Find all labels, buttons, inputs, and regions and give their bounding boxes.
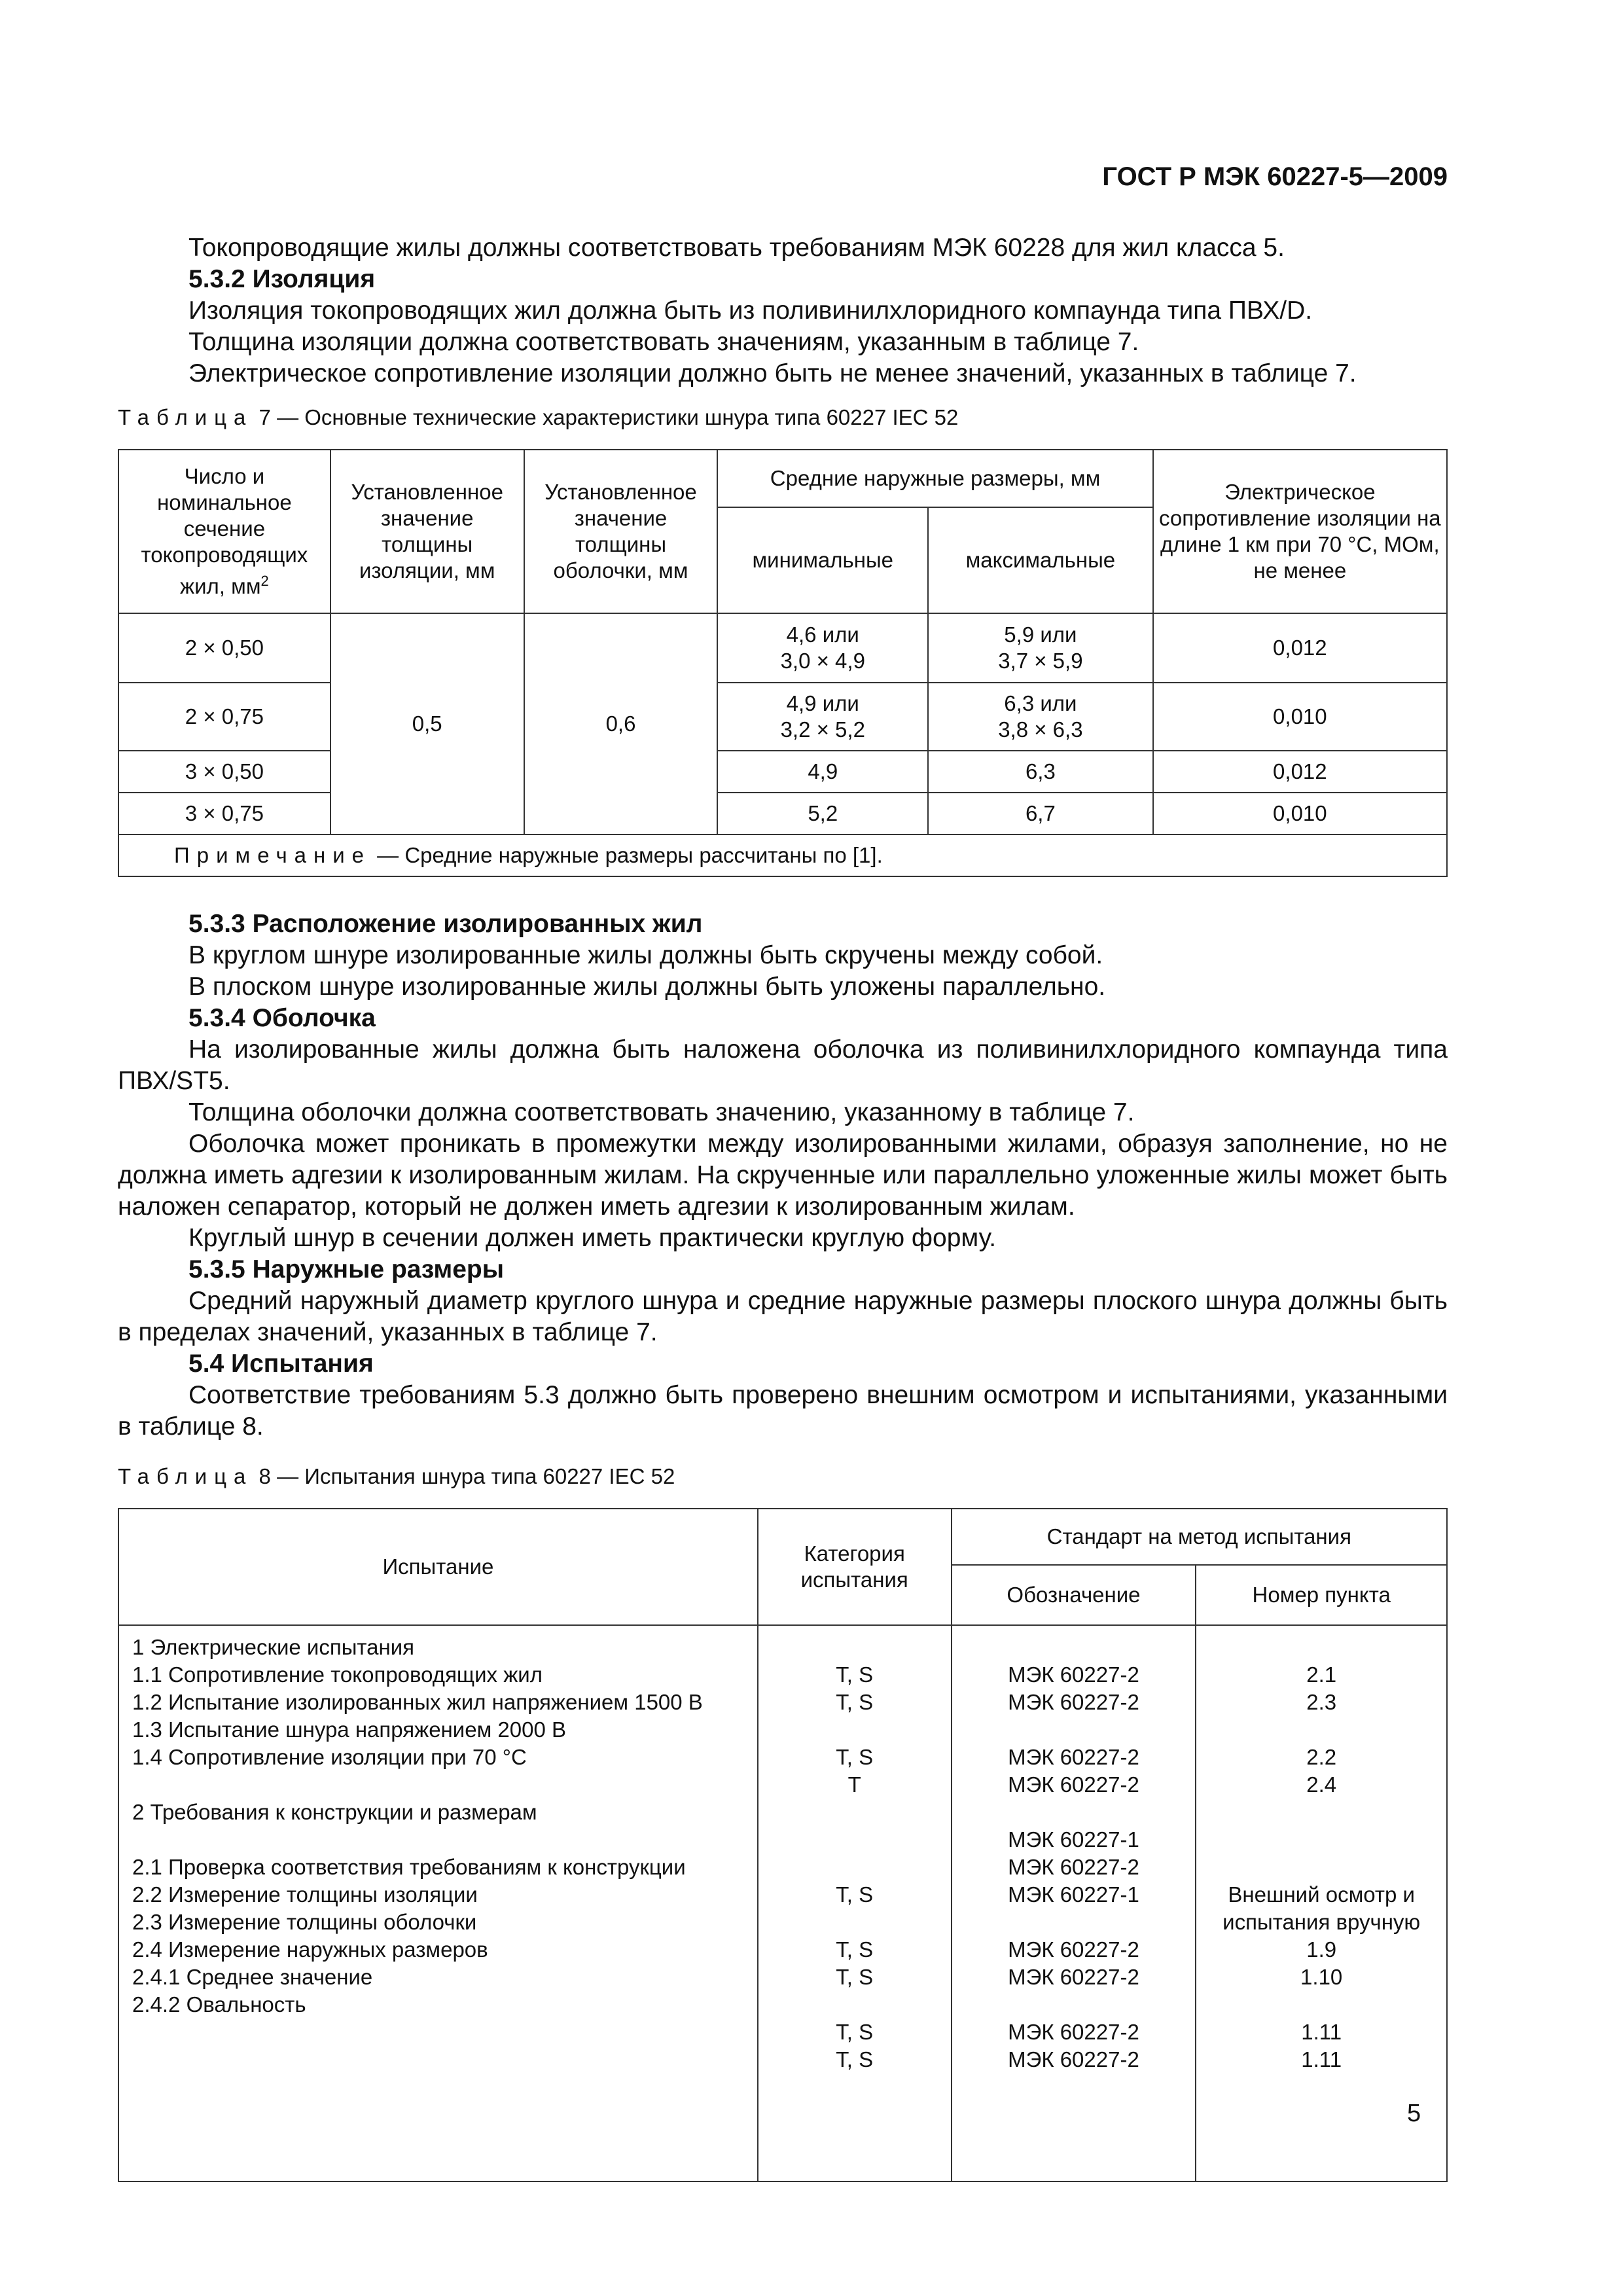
page-number: 5: [1407, 2100, 1421, 2127]
table-8: [118, 1508, 1448, 2182]
paragraph: Электрическое сопротивление изоляции должно быть не менее значений, указанных в таблице 7.: [188, 359, 1357, 387]
paragraph: В плоском шнуре изолированные жилы должны быть уложены параллельно.: [188, 973, 1106, 1001]
paragraph: Соответствие требованиям 5.3 должно быть проверено внешним осмотром и испытаниями, указанными в таблице 8.: [118, 1381, 1448, 1441]
header-test: Испытание: [118, 1509, 758, 1625]
section-heading-5-3-2: 5.3.2 Изоляция: [188, 265, 376, 293]
header-min: минимальные: [717, 507, 928, 613]
cell-resistance: 0,012: [1153, 751, 1447, 793]
cell-resistance: 0,010: [1153, 683, 1447, 751]
tests-column: 1 Электрические испытания 1.1 Сопротивление токопроводящих жил 1.2 Испытание изолированных жил напряжением 1500 В 1.3 Испытание шнура напряжением 2000 В 1.4 Сопротивление изоляции при 70 °С 2 Требования к конструкции и размерам 2.1 Проверка соответствия требованиям к конструкции 2.2 Измерение толщины изоляции 2.3 Измерение толщины оболочки 2.4 Измерение наружных размеров 2.4.1 Среднее значение 2.4.2 Овальность: [118, 1625, 758, 2181]
cell-cores: 3 × 0,75: [118, 793, 330, 834]
paragraph: Токопроводящие жилы должны соответствовать требованиям МЭК 60228 для жил класса 5.: [188, 234, 1285, 262]
header-sheath: Установленное значение толщины оболочки, мм: [524, 450, 718, 613]
cell-min: 5,2: [717, 793, 928, 834]
table8-caption: Таблица 8 — Испытания шнура типа 60227 IEC 52: [118, 1464, 675, 1488]
cell-min: 4,9 или 3,2 × 5,2: [717, 683, 928, 751]
clause-column: 2.1 2.3 2.2 2.4 Внешний осмотр и испытания вручную 1.9 1.10 1.11 1.11: [1196, 1625, 1447, 2181]
header-resistance: Электрическое сопротивление изоляции на длине 1 км при 70 °С, МОм, не менее: [1153, 450, 1447, 613]
cell-max: 5,9 или 3,7 × 5,9: [928, 613, 1153, 683]
header-standard: Стандарт на метод испытания: [952, 1509, 1447, 1565]
section-heading-5-3-3: 5.3.3 Расположение изолированных жил: [188, 910, 703, 938]
cell-insulation: 0,5: [330, 613, 524, 834]
paragraph: Средний наружный диаметр круглого шнура и средние наружные размеры плоского шнура должны быть в пределах значений, указанных в таблице 7.: [118, 1287, 1448, 1346]
cell-min: 4,6 или 3,0 × 4,9: [717, 613, 928, 683]
paragraph: На изолированные жилы должна быть наложена оболочка из поливинилхлоридного компаунда типа ПВХ/ST5.: [118, 1035, 1448, 1095]
category-column: T, S T, S T, S T T, S T, S T, S T, S T, S: [758, 1625, 952, 2181]
cell-max: 6,7: [928, 793, 1153, 834]
header-clause: Номер пункта: [1196, 1565, 1447, 1625]
document-header: ГОСТ Р МЭК 60227-5—2009: [1102, 162, 1448, 191]
paragraph: Круглый шнур в сечении должен иметь практически круглую форму.: [188, 1224, 997, 1252]
cell-max: 6,3 или 3,8 × 6,3: [928, 683, 1153, 751]
header-max: максимальные: [928, 507, 1153, 613]
cell-resistance: 0,010: [1153, 793, 1447, 834]
header-designation: Обозначение: [952, 1565, 1196, 1625]
paragraph: Оболочка может проникать в промежутки между изолированными жилами, образуя заполнение, но не должна иметь адгезии к изолированным жилам. На скрученные или параллельно уложенные жилы может быть наложен сепаратор, который не должен иметь адгезии к изолированным жилам.: [118, 1130, 1448, 1221]
table7-caption: Таблица 7 — Основные технические характеристики шнура типа 60227 IEC 52: [118, 405, 959, 429]
paragraph: В круглом шнуре изолированные жилы должны быть скручены между собой.: [188, 941, 1103, 969]
cell-resistance: 0,012: [1153, 613, 1447, 683]
cell-min: 4,9: [717, 751, 928, 793]
table-7: [118, 449, 1448, 877]
header-dimensions: Средние наружные размеры, мм: [717, 450, 1152, 507]
cell-cores: 2 × 0,50: [118, 613, 330, 683]
section-heading-5-3-5: 5.3.5 Наружные размеры: [188, 1255, 505, 1283]
header-insulation: Установленное значение толщины изоляции, мм: [330, 450, 524, 613]
designation-column: МЭК 60227-2 МЭК 60227-2 МЭК 60227-2 МЭК 60227-2 МЭК 60227-1 МЭК 60227-2 МЭК 60227-1 МЭК 60227-2 МЭК 60227-2 МЭК 60227-2 МЭК 60227-2: [952, 1625, 1196, 2181]
cell-max: 6,3: [928, 751, 1153, 793]
paragraph: Толщина изоляции должна соответствовать значениям, указанным в таблице 7.: [188, 328, 1139, 356]
header-category: Категория испытания: [758, 1509, 952, 1625]
cell-sheath: 0,6: [524, 613, 718, 834]
cell-cores: 2 × 0,75: [118, 683, 330, 751]
table7-note: Примечание — Средние наружные размеры рассчитаны по [1].: [118, 834, 1447, 876]
section-heading-5-3-4: 5.3.4 Оболочка: [188, 1004, 376, 1032]
header-cores: Число и номинальное сечение токопроводящих жил, $мм^2$: [118, 450, 330, 613]
paragraph: Толщина оболочки должна соответствовать значению, указанному в таблице 7.: [188, 1098, 1135, 1126]
section-heading-5-4: 5.4 Испытания: [188, 1350, 374, 1378]
cell-cores: 3 × 0,50: [118, 751, 330, 793]
paragraph: Изоляция токопроводящих жил должна быть из поливинилхлоридного компаунда типа ПВХ/D.: [188, 296, 1313, 325]
